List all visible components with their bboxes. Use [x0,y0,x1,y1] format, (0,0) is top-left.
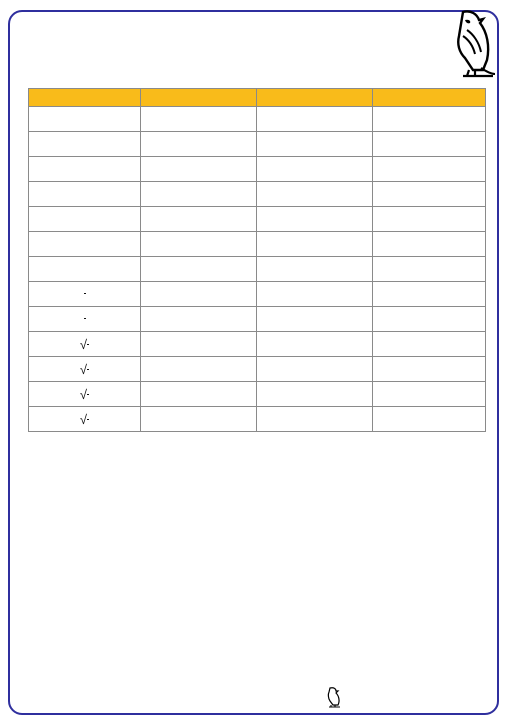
calculation-cell [29,257,141,282]
actual-answer-cell[interactable] [373,357,486,382]
table-row [29,357,486,382]
working-out-cell[interactable] [141,282,257,307]
working-out-cell[interactable] [141,357,257,382]
approximate-answer-cell[interactable] [257,257,373,282]
sqrt-icon: √ [79,336,88,352]
actual-answer-cell[interactable] [373,107,486,132]
approximate-answer-cell[interactable] [257,132,373,157]
table-row [29,132,486,157]
numerator [84,318,86,319]
working-out-cell[interactable] [141,407,257,432]
radicand [87,419,89,420]
table-row [29,307,486,332]
actual-answer-cell[interactable] [373,232,486,257]
sqrt-icon: √ [79,361,88,377]
approximate-answer-cell[interactable] [257,407,373,432]
approximate-answer-cell[interactable] [257,332,373,357]
actual-answer-cell[interactable] [373,332,486,357]
table-row [29,157,486,182]
working-out-cell[interactable] [141,182,257,207]
actual-answer-cell[interactable] [373,382,486,407]
approximate-answer-cell[interactable] [257,282,373,307]
actual-answer-cell[interactable] [373,132,486,157]
fraction [84,318,86,319]
working-out-cell[interactable] [141,107,257,132]
working-out-cell[interactable] [141,232,257,257]
table-row [29,207,486,232]
calculation-cell [29,282,141,307]
calculation-cell [29,157,141,182]
header-actual-answer [373,89,486,107]
working-out-cell[interactable] [141,332,257,357]
falcon-logo-icon [443,8,497,78]
sqrt-icon: √ [79,386,88,402]
actual-answer-cell[interactable] [373,157,486,182]
calculation-cell [29,232,141,257]
calculation-cell [29,307,141,332]
working-out-cell[interactable] [141,382,257,407]
working-out-cell[interactable] [141,257,257,282]
calculation-cell [29,207,141,232]
calculation-cell [29,407,141,432]
radicand [87,369,89,370]
actual-answer-cell[interactable] [373,207,486,232]
working-out-cell[interactable] [141,157,257,182]
table-row [29,232,486,257]
calculation-cell [29,332,141,357]
approximate-answer-cell[interactable] [257,157,373,182]
worksheet-table [28,88,486,432]
table-row [29,407,486,432]
table-row [29,107,486,132]
approximate-answer-cell[interactable] [257,107,373,132]
working-out-cell[interactable] [141,207,257,232]
calculation-cell [29,132,141,157]
numerator [84,293,86,294]
approximate-answer-cell[interactable] [257,232,373,257]
table-row [29,332,486,357]
table-row [29,182,486,207]
approximate-answer-cell[interactable] [257,182,373,207]
table-row [29,257,486,282]
working-out-cell[interactable] [141,307,257,332]
approximate-answer-cell[interactable] [257,207,373,232]
actual-answer-cell[interactable] [373,182,486,207]
actual-answer-cell[interactable] [373,407,486,432]
table-header-row [29,89,486,107]
table-row [29,382,486,407]
radicand [87,344,89,345]
header-cell-empty [29,89,141,107]
sqrt-icon: √ [79,411,88,427]
actual-answer-cell[interactable] [373,257,486,282]
falcon-small-icon [324,686,342,708]
calculation-cell [29,382,141,407]
table-row [29,282,486,307]
working-out-cell[interactable] [141,132,257,157]
header-approximate-answer [257,89,373,107]
approximate-answer-cell[interactable] [257,307,373,332]
fraction [84,293,86,294]
radicand [87,394,89,395]
calculation-cell [29,357,141,382]
header-working-out [141,89,257,107]
approximate-answer-cell[interactable] [257,357,373,382]
actual-answer-cell[interactable] [373,307,486,332]
actual-answer-cell[interactable] [373,282,486,307]
approximate-answer-cell[interactable] [257,382,373,407]
calculation-cell [29,107,141,132]
calculation-cell [29,182,141,207]
